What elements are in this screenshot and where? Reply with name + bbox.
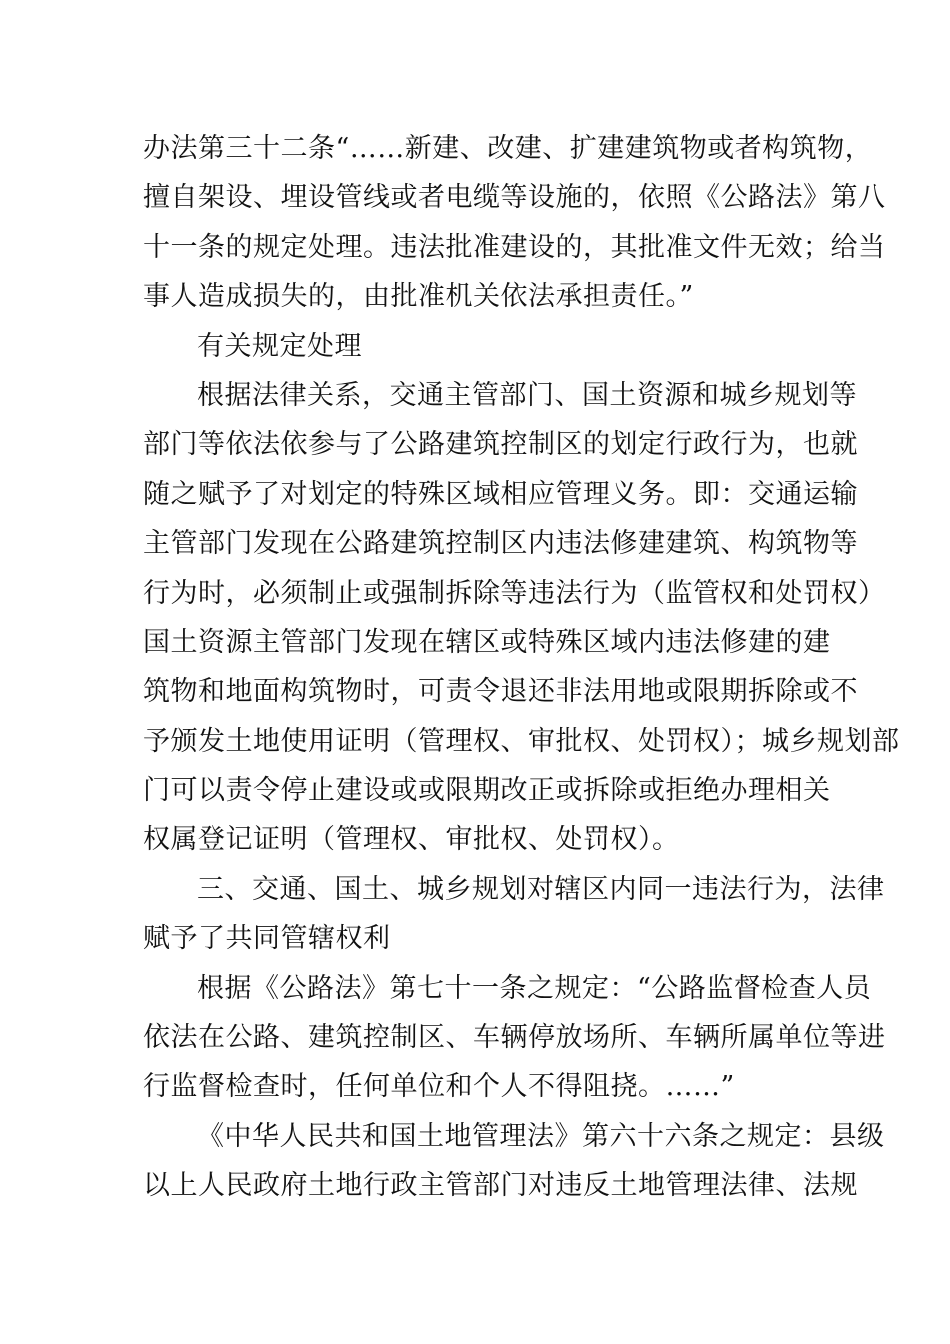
text-line: 擅自架设、埋设管线或者电缆等设施的，依照《公路法》第八 xyxy=(143,182,886,214)
section-heading: 三、交通、国土、城乡规划对辖区内同一违法行为，法律 xyxy=(197,873,885,905)
text-line: 十一条的规定处理。违法批准建设的，其批准文件无效；给当 xyxy=(143,231,886,263)
text-line: 行监督检查时，任何单位和个人不得阻挠。……” xyxy=(143,1071,735,1103)
text-line: 权属登记证明（管理权、审批权、处罚权）。 xyxy=(143,824,680,856)
text-line: 予颁发土地使用证明（管理权、审批权、处罚权）；城乡规划部 xyxy=(143,725,900,757)
text-line: 事人造成损失的，由批准机关依法承担责任。” xyxy=(143,281,694,313)
text-line: 主管部门发现在公路建筑控制区内违法修建建筑、构筑物等 xyxy=(143,528,858,560)
text-line: 随之赋予了对划定的特殊区域相应管理义务。即：交通运输 xyxy=(143,478,858,510)
text-line: 筑物和地面构筑物时，可责令退还非法用地或限期拆除或不 xyxy=(143,676,858,708)
section-heading: 有关规定处理 xyxy=(197,330,362,362)
section-heading-continued: 赋予了共同管辖权利 xyxy=(143,923,391,955)
text-line: 国土资源主管部门发现在辖区或特殊区域内违法修建的建 xyxy=(143,626,831,658)
paragraph-first-line: 《中华人民共和国土地管理法》第六十六条之规定：县级 xyxy=(197,1120,885,1152)
text-line: 依法在公路、建筑控制区、车辆停放场所、车辆所属单位等进 xyxy=(143,1022,886,1054)
paragraph-first-line: 根据法律关系，交通主管部门、国土资源和城乡规划等 xyxy=(197,379,857,411)
text-line: 以上人民政府土地行政主管部门对违反土地管理法律、法规 xyxy=(143,1170,858,1202)
text-line: 门可以责令停止建设或或限期改正或拆除或拒绝办理相关 xyxy=(143,775,831,807)
text-line: 部门等依法依参与了公路建筑控制区的划定行政行为，也就 xyxy=(143,429,858,461)
document-body xyxy=(143,124,900,1211)
text-line: 行为时，必须制止或强制拆除等违法行为（监管权和处罚权） xyxy=(143,577,886,609)
paragraph-first-line: 根据《公路法》第七十一条之规定：“公路监督检查人员 xyxy=(197,972,872,1004)
text-line: 办法第三十二条“……新建、改建、扩建建筑物或者构筑物， xyxy=(143,133,873,164)
